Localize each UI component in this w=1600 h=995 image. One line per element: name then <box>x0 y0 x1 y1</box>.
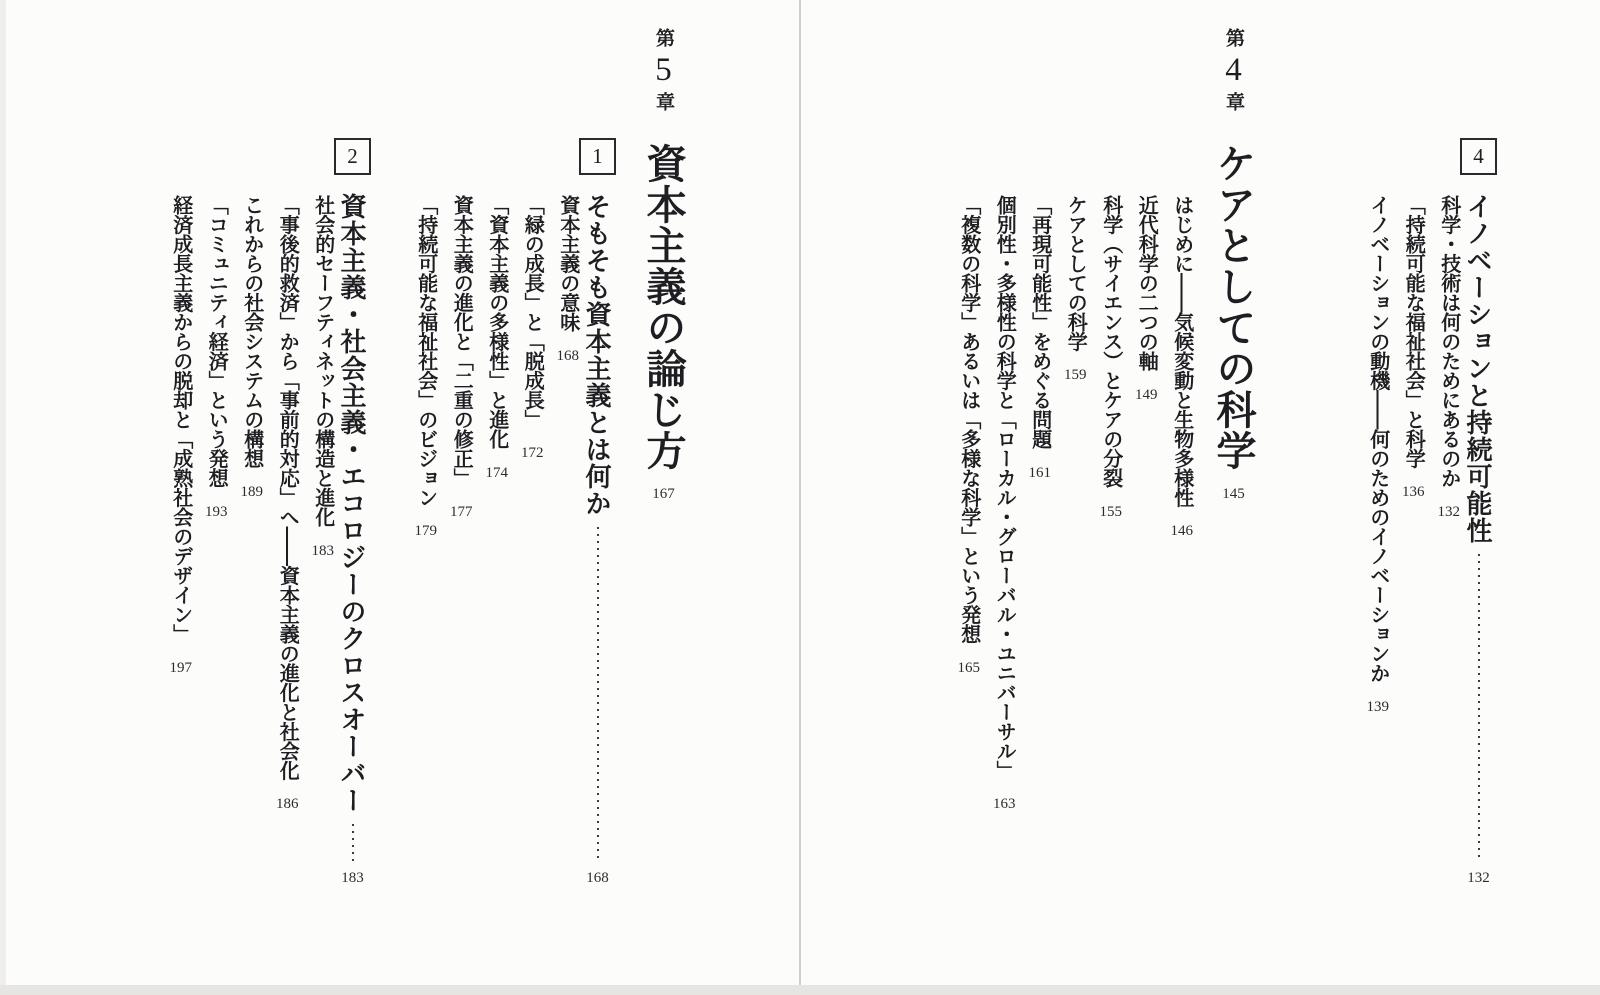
page-number: 172 <box>521 445 544 462</box>
section-title: 資本主義・社会主義・エコロジーのクロスオーバー <box>337 193 367 814</box>
chapter-title: 資本主義の論じ方 <box>641 143 685 471</box>
section-entries <box>170 138 335 886</box>
chapter-number: 4 <box>1225 52 1242 88</box>
toc-entry-text: これからの社会システムの構想 <box>240 195 263 468</box>
toc-entry <box>1029 195 1052 812</box>
toc-entry <box>1367 138 1390 886</box>
dotted-leader <box>597 527 599 861</box>
toc-entry <box>312 138 335 886</box>
toc-entry <box>557 138 580 886</box>
page-number: 167 <box>652 486 675 502</box>
toc-entry <box>521 138 544 886</box>
page-number: 168 <box>586 870 609 886</box>
toc-entry-text: 科学・技術は何のためにあるのか <box>1437 195 1460 488</box>
section-number-box <box>1460 138 1497 175</box>
page-edge-bottom <box>0 985 1600 995</box>
chapter-number: 5 <box>655 52 672 88</box>
page-number: 146 <box>1170 523 1193 540</box>
toc-entry <box>450 138 473 886</box>
chapter-label-suffix: 章 <box>1223 92 1244 113</box>
dotted-leader <box>352 824 354 861</box>
toc-entry <box>241 138 264 886</box>
toc-entry <box>205 138 228 886</box>
toc-entry <box>1135 195 1158 812</box>
toc-entry-text: 「持続可能な福祉社会」と科学 <box>1402 195 1425 468</box>
toc-entry-text: 「資本主義の多様性」と進化 <box>485 195 508 449</box>
toc-entry-text: 資本主義の意味 <box>556 195 579 332</box>
chapter-label <box>1220 28 1247 113</box>
toc-entry-text: 「コミュニティ経済」という発想 <box>205 195 228 488</box>
toc-entry-text: イノベーションの動機——何のためのイノベーションか <box>1366 195 1389 683</box>
chapter-column <box>1205 28 1262 502</box>
chapter-column <box>635 28 692 502</box>
chapter-entries <box>958 195 1194 812</box>
page-number: 186 <box>276 796 299 813</box>
toc-entry <box>993 195 1016 812</box>
section-number: 1 <box>592 144 603 168</box>
page-number: 165 <box>957 659 980 676</box>
toc-entry-text: 資本主義の進化と「二重の修正」 <box>450 195 473 488</box>
toc-entry-text: 「再現可能性」をめぐる問題 <box>1028 195 1051 449</box>
toc-entry <box>415 138 438 886</box>
page-number: 193 <box>205 503 228 520</box>
page-number: 179 <box>414 523 437 540</box>
section-number-box <box>334 138 371 175</box>
section-number: 2 <box>347 144 358 168</box>
page-number: 183 <box>311 542 334 559</box>
page-number: 168 <box>556 347 579 364</box>
toc-entry <box>958 195 981 812</box>
toc-entry <box>170 138 193 886</box>
section-number: 4 <box>1473 144 1484 168</box>
section-entries <box>1367 138 1461 886</box>
toc-entry-text: 社会的セーフティネットの構造と進化 <box>311 195 334 527</box>
chapter-heading <box>635 28 692 502</box>
section-title: イノベーションと持続可能性 <box>1463 193 1493 544</box>
section-title: そもそも資本主義とは何か <box>582 193 612 517</box>
section-title-column <box>579 138 616 886</box>
chapter-title: ケアとしての科学 <box>1211 143 1255 471</box>
toc-entry <box>1100 195 1123 812</box>
section-title-column <box>1460 138 1497 886</box>
page-number: 132 <box>1437 503 1460 520</box>
toc-entry-text: 「事後的救済」から「事前的対応」へ——資本主義の進化と社会化 <box>276 195 299 780</box>
page-number: 145 <box>1222 486 1245 502</box>
page-number: 132 <box>1467 870 1490 886</box>
chapter-label-suffix: 章 <box>653 92 674 113</box>
page-number: 155 <box>1099 503 1122 520</box>
page-number: 177 <box>450 503 473 520</box>
page-number: 189 <box>240 484 263 501</box>
page-number: 197 <box>169 659 192 676</box>
page-number: 174 <box>485 464 508 481</box>
page-number: 163 <box>993 796 1016 813</box>
page-number: 161 <box>1028 464 1051 481</box>
toc-page-right <box>800 0 1600 995</box>
toc-entry <box>1438 138 1461 886</box>
toc-entry <box>276 138 299 886</box>
section-group-1 <box>415 138 617 886</box>
chapter-label <box>650 28 677 113</box>
section-group-2 <box>170 138 372 886</box>
page-number: 159 <box>1064 367 1087 384</box>
toc-entry-text: はじめに——気候変動と生物多様性 <box>1170 195 1193 507</box>
chapter-heading <box>1205 28 1262 502</box>
toc-entry <box>486 138 509 886</box>
chapter-label-prefix: 第 <box>1223 28 1244 49</box>
dotted-leader <box>1478 554 1480 861</box>
toc-entry-text: 「持続可能な福祉社会」のビジョン <box>414 195 437 507</box>
toc-entry-text: 科学（サイエンス）とケアの分裂 <box>1099 195 1122 488</box>
page-number: 136 <box>1402 484 1425 501</box>
toc-entry-text: 近代科学の二つの軸 <box>1135 195 1158 371</box>
page-number: 149 <box>1135 386 1158 403</box>
section-title-column <box>334 138 371 886</box>
toc-entry-text: 「緑の成長」と「脱成長」 <box>521 195 544 429</box>
toc-entry <box>1402 138 1425 886</box>
toc-entry-text: 個別性・多様性の科学と「ローカル・グローバル・ユニバーサル」 <box>993 195 1016 780</box>
toc-entry-text: 「複数の科学」あるいは「多様な科学」という発想 <box>957 195 980 644</box>
page-number: 139 <box>1366 698 1389 715</box>
section-group-innovation <box>1367 138 1498 886</box>
page-number: 183 <box>341 870 364 886</box>
section-number-box <box>579 138 616 175</box>
chapter-label-prefix: 第 <box>653 28 674 49</box>
toc-entry <box>1064 195 1087 812</box>
toc-entry <box>1171 195 1194 812</box>
page-divider <box>799 0 801 995</box>
section-entries <box>415 138 580 886</box>
toc-entry-text: 経済成長主義からの脱却と「成熟社会のデザイン」 <box>169 195 192 644</box>
toc-entry-text: ケアとしての科学 <box>1064 195 1087 351</box>
